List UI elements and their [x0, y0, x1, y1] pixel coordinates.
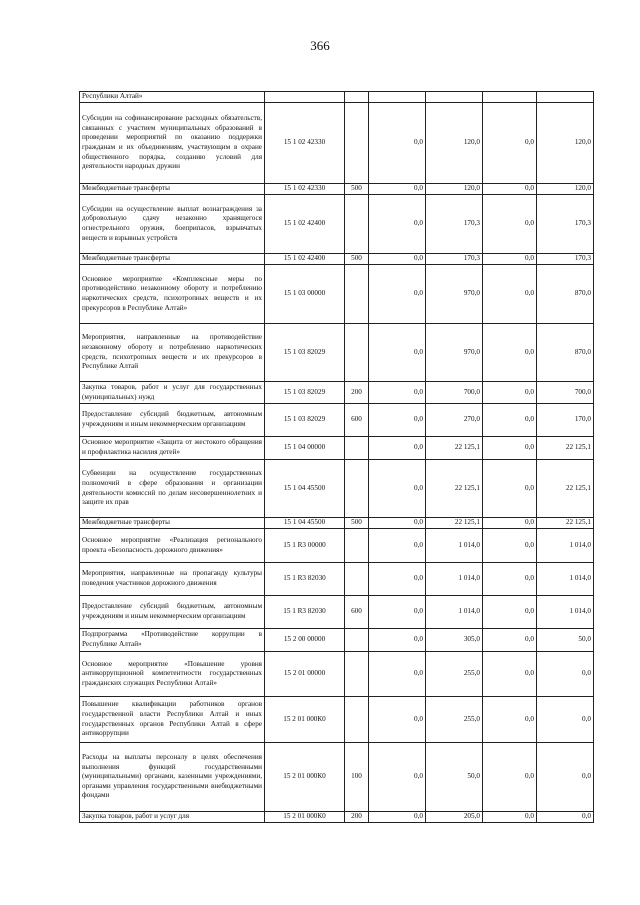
row-expense-type-cell — [345, 697, 369, 743]
row-expense-type-cell: 100 — [345, 743, 369, 812]
row-value-4-cell: 0,0 — [537, 812, 594, 823]
row-value-2-cell: 1 014,0 — [426, 529, 483, 563]
table-row — [80, 529, 594, 563]
table-row — [80, 743, 594, 812]
row-csr-code-cell — [265, 92, 345, 103]
row-expense-type-cell — [345, 629, 369, 652]
row-name-cell: Мероприятия, направленные на пропаганду культуры поведения участников дорожного движения — [80, 563, 265, 596]
table-row — [80, 629, 594, 652]
row-expense-type-cell — [345, 265, 369, 324]
row-csr-code-cell: 15 1 03 82029 — [265, 404, 345, 437]
table-row — [80, 697, 594, 743]
row-csr-code-cell: 15 1 R3 00000 — [265, 529, 345, 563]
row-expense-type-cell — [345, 324, 369, 382]
row-value-4-cell: 870,0 — [537, 265, 594, 324]
row-value-4-cell: 700,0 — [537, 382, 594, 404]
table-row — [80, 195, 594, 254]
row-value-1-cell: 0,0 — [369, 743, 426, 812]
row-value-1-cell: 0,0 — [369, 652, 426, 697]
row-value-4-cell: 0,0 — [537, 697, 594, 743]
table-row — [80, 324, 594, 382]
row-csr-code-cell: 15 2 01 000К0 — [265, 697, 345, 743]
row-value-3-cell: 0,0 — [483, 324, 537, 382]
row-name-cell: Республики Алтай» — [80, 92, 265, 103]
row-value-3-cell: 0,0 — [483, 265, 537, 324]
row-name-cell: Основное мероприятие «Комплексные меры по противодействию незаконному обороту и потреблению наркотических средств, психотропных веществ и их прекурсоров в Республике Алтай» — [80, 265, 265, 324]
row-csr-code-cell: 15 1 04 00000 — [265, 437, 345, 460]
row-expense-type-cell — [345, 195, 369, 254]
row-expense-type-cell — [345, 103, 369, 184]
table-row — [80, 518, 594, 529]
table-row — [80, 184, 594, 195]
row-name-cell: Субвенции на осуществление государственных полномочий в сфере образования и организации деятельности комиссий по делам несовершеннолетних и защите их прав — [80, 460, 265, 518]
row-expense-type-cell — [345, 563, 369, 596]
row-name-cell: Предоставление субсидий бюджетным, автономным учреждениям и иным некоммерческим организациям — [80, 596, 265, 629]
row-value-2-cell: 22 125,1 — [426, 437, 483, 460]
row-value-1-cell: 0,0 — [369, 596, 426, 629]
row-value-4-cell: 0,0 — [537, 652, 594, 697]
row-value-4-cell — [537, 92, 594, 103]
row-expense-type-cell — [345, 529, 369, 563]
row-expense-type-cell — [345, 652, 369, 697]
row-value-1-cell: 0,0 — [369, 460, 426, 518]
row-name-cell: Расходы на выплаты персоналу в целях обеспечения выполнения функций государственными (муниципальными) органами, казенными учреждениями, органами управления государственными внебюджетными фондами — [80, 743, 265, 812]
row-value-1-cell: 0,0 — [369, 529, 426, 563]
row-value-2-cell: 970,0 — [426, 265, 483, 324]
row-expense-type-cell — [345, 92, 369, 103]
row-value-1-cell: 0,0 — [369, 254, 426, 265]
row-value-1-cell: 0,0 — [369, 697, 426, 743]
row-value-1-cell: 0,0 — [369, 437, 426, 460]
row-name-cell: Основное мероприятие «Защита от жестокого обращения и профилактика насилия детей» — [80, 437, 265, 460]
row-value-1-cell: 0,0 — [369, 103, 426, 184]
row-name-cell: Закупка товаров, работ и услуг для государственных (муниципальных) нужд — [80, 382, 265, 404]
row-value-4-cell: 120,0 — [537, 184, 594, 195]
table-row — [80, 812, 594, 823]
row-expense-type-cell: 500 — [345, 184, 369, 195]
page-number: 366 — [310, 38, 330, 53]
row-name-cell: Мероприятия, направленные на противодействие незаконному обороту и потреблению наркотических средств, психотропных веществ и их прекурсоров в Республике Алтай — [80, 324, 265, 382]
row-value-1-cell: 0,0 — [369, 404, 426, 437]
row-value-3-cell: 0,0 — [483, 103, 537, 184]
row-name-cell: Основное мероприятие «Реализация регионального проекта «Безопасность дорожного движения» — [80, 529, 265, 563]
row-value-4-cell: 170,3 — [537, 254, 594, 265]
row-name-cell: Межбюджетные трансферты — [80, 184, 265, 195]
row-value-3-cell: 0,0 — [483, 184, 537, 195]
row-value-1-cell: 0,0 — [369, 265, 426, 324]
row-value-3-cell — [483, 92, 537, 103]
row-value-4-cell: 22 125,1 — [537, 518, 594, 529]
table-row — [80, 382, 594, 404]
row-value-2-cell: 970,0 — [426, 324, 483, 382]
row-name-cell: Закупка товаров, работ и услуг для — [80, 812, 265, 823]
row-csr-code-cell: 15 1 R3 82030 — [265, 563, 345, 596]
row-csr-code-cell: 15 1 02 42400 — [265, 254, 345, 265]
row-name-cell: Субсидии на осуществление выплат вознаграждения за добровольную сдачу незаконно хранящегося огнестрельного оружия, боеприпасов, взрывчатых веществ и взрывных устройств — [80, 195, 265, 254]
row-value-3-cell: 0,0 — [483, 518, 537, 529]
row-value-4-cell: 870,0 — [537, 324, 594, 382]
row-csr-code-cell: 15 1 04 45500 — [265, 518, 345, 529]
table-row — [80, 265, 594, 324]
row-expense-type-cell: 600 — [345, 404, 369, 437]
row-csr-code-cell: 15 2 00 00000 — [265, 629, 345, 652]
row-csr-code-cell: 15 1 02 42330 — [265, 103, 345, 184]
row-value-1-cell: 0,0 — [369, 563, 426, 596]
row-expense-type-cell: 200 — [345, 812, 369, 823]
row-expense-type-cell: 500 — [345, 254, 369, 265]
table-row — [80, 103, 594, 184]
row-value-4-cell: 120,0 — [537, 103, 594, 184]
row-csr-code-cell: 15 1 03 82029 — [265, 324, 345, 382]
row-name-cell: Субсидии на софинансирование расходных обязательств, связанных с участием муниципальных образований в проведении мероприятий по оказанию поддержки гражданам и их объединениям, участвующим в охране общественного порядка, созданию условий для деятельности народных дружин — [80, 103, 265, 184]
row-value-2-cell: 120,0 — [426, 103, 483, 184]
row-csr-code-cell: 15 1 03 82029 — [265, 382, 345, 404]
row-expense-type-cell: 500 — [345, 518, 369, 529]
row-value-2-cell: 270,0 — [426, 404, 483, 437]
table-row — [80, 596, 594, 629]
row-csr-code-cell: 15 2 01 000К0 — [265, 743, 345, 812]
table-row — [80, 254, 594, 265]
row-value-1-cell: 0,0 — [369, 324, 426, 382]
table-row — [80, 652, 594, 697]
row-value-3-cell: 0,0 — [483, 195, 537, 254]
row-value-2-cell: 1 014,0 — [426, 563, 483, 596]
row-name-cell: Предоставление субсидий бюджетным, автономным учреждениям и иным некоммерческим организациям — [80, 404, 265, 437]
row-value-4-cell: 1 014,0 — [537, 529, 594, 563]
row-value-2-cell: 170,3 — [426, 195, 483, 254]
row-value-2-cell: 700,0 — [426, 382, 483, 404]
row-csr-code-cell: 15 1 02 42400 — [265, 195, 345, 254]
row-csr-code-cell: 15 1 R3 82030 — [265, 596, 345, 629]
row-value-2-cell: 1 014,0 — [426, 596, 483, 629]
row-csr-code-cell: 15 2 01 000К0 — [265, 812, 345, 823]
row-expense-type-cell: 200 — [345, 382, 369, 404]
row-csr-code-cell: 15 2 01 00000 — [265, 652, 345, 697]
table-row — [80, 460, 594, 518]
row-value-1-cell: 0,0 — [369, 382, 426, 404]
row-value-3-cell: 0,0 — [483, 596, 537, 629]
row-value-3-cell: 0,0 — [483, 629, 537, 652]
row-value-3-cell: 0,0 — [483, 529, 537, 563]
row-value-2-cell: 255,0 — [426, 697, 483, 743]
row-value-2-cell — [426, 92, 483, 103]
row-value-3-cell: 0,0 — [483, 404, 537, 437]
row-value-4-cell: 22 125,1 — [537, 460, 594, 518]
table-row — [80, 404, 594, 437]
row-expense-type-cell — [345, 460, 369, 518]
row-name-cell: Межбюджетные трансферты — [80, 254, 265, 265]
row-value-3-cell: 0,0 — [483, 812, 537, 823]
row-value-1-cell: 0,0 — [369, 629, 426, 652]
row-value-1-cell: 0,0 — [369, 184, 426, 195]
row-value-3-cell: 0,0 — [483, 697, 537, 743]
row-value-2-cell: 50,0 — [426, 743, 483, 812]
row-value-1-cell: 0,0 — [369, 518, 426, 529]
row-name-cell: Основное мероприятие «Повышение уровня антикоррупционной компетентности государственных гражданских служащих Республики Алтай» — [80, 652, 265, 697]
row-name-cell: Повышение квалификации работников органов государственной власти Республики Алтай и иных государственных органов Республики Алтай в сфере антикоррупции — [80, 697, 265, 743]
row-value-3-cell: 0,0 — [483, 652, 537, 697]
row-value-1-cell: 0,0 — [369, 812, 426, 823]
row-value-4-cell: 170,0 — [537, 404, 594, 437]
row-value-3-cell: 0,0 — [483, 382, 537, 404]
row-csr-code-cell: 15 1 04 45500 — [265, 460, 345, 518]
budget-table — [79, 91, 594, 823]
row-value-3-cell: 0,0 — [483, 743, 537, 812]
row-value-2-cell: 22 125,1 — [426, 518, 483, 529]
row-value-1-cell: 0,0 — [369, 195, 426, 254]
row-value-2-cell: 305,0 — [426, 629, 483, 652]
row-csr-code-cell: 15 1 03 00000 — [265, 265, 345, 324]
row-value-3-cell: 0,0 — [483, 563, 537, 596]
row-value-4-cell: 0,0 — [537, 743, 594, 812]
row-value-2-cell: 170,3 — [426, 254, 483, 265]
table-row — [80, 437, 594, 460]
row-value-4-cell: 50,0 — [537, 629, 594, 652]
row-value-4-cell: 22 125,1 — [537, 437, 594, 460]
row-value-2-cell: 120,0 — [426, 184, 483, 195]
row-value-3-cell: 0,0 — [483, 254, 537, 265]
row-value-2-cell: 205,0 — [426, 812, 483, 823]
row-name-cell: Межбюджетные трансферты — [80, 518, 265, 529]
row-value-4-cell: 170,3 — [537, 195, 594, 254]
row-value-1-cell — [369, 92, 426, 103]
row-value-4-cell: 1 014,0 — [537, 596, 594, 629]
row-expense-type-cell: 600 — [345, 596, 369, 629]
row-value-3-cell: 0,0 — [483, 437, 537, 460]
row-value-3-cell: 0,0 — [483, 460, 537, 518]
table-row — [80, 563, 594, 596]
table-row — [80, 92, 594, 103]
row-value-2-cell: 22 125,1 — [426, 460, 483, 518]
row-value-4-cell: 1 014,0 — [537, 563, 594, 596]
row-value-2-cell: 255,0 — [426, 652, 483, 697]
row-name-cell: Подпрограмма «Противодействие коррупции в Республике Алтай» — [80, 629, 265, 652]
row-csr-code-cell: 15 1 02 42330 — [265, 184, 345, 195]
row-expense-type-cell — [345, 437, 369, 460]
